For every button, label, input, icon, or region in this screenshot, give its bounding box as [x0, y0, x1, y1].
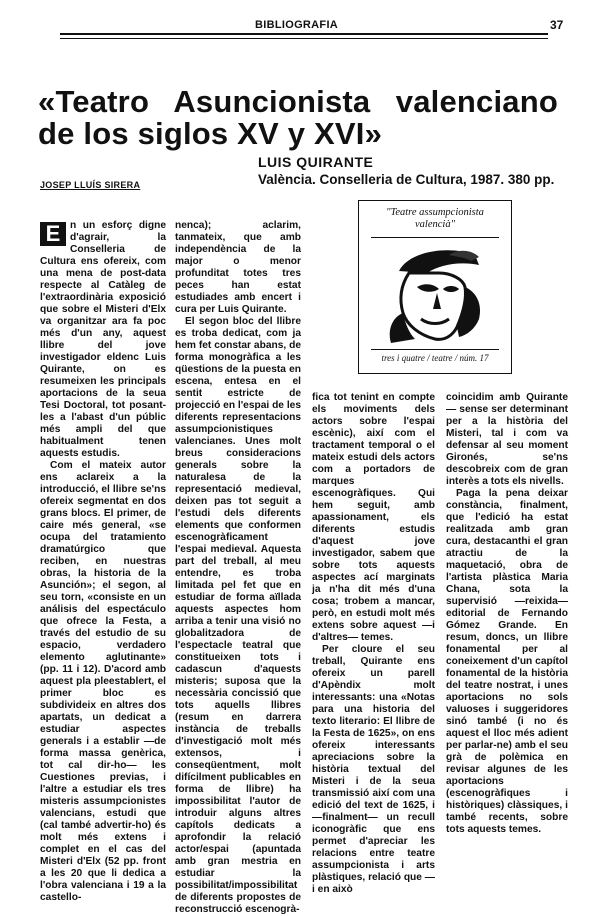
page-number: 37: [550, 18, 564, 32]
review-title: «Teatro Asuncionista valenciano de los siglos XV y XVI»: [38, 84, 558, 151]
paragraph: coincidim amb Quirante— sense ser determinant per a la història del Misteri, tal i com va defensar al seu moment Gironés, se'ns descobreix com de gran interès a tots els nivells.: [446, 392, 568, 487]
header-rule: [60, 33, 548, 35]
masked-face-illustration-icon: [379, 243, 491, 347]
section-header: BIBLIOGRAFIA: [255, 19, 339, 31]
cover-title-line1: "Teatre assumpcionista: [386, 207, 484, 218]
column-4: [446, 392, 568, 836]
column-1: [40, 220, 166, 904]
paragraph: [40, 220, 166, 460]
reviewer-name: JOSEP LLUÍS SIRERA: [40, 180, 141, 190]
paragraph: El segon bloc del llibre es troba dedicat, com ja hem fet constar abans, de forma monogràfica a les qüestions de la puesta en escena, entesa en el sentit estricte de projecció en l'espai de les diferents representacions assumpcionistiques valencianes. Unes molt breus consideracions generals sobre la naturalesa de la representació medieval, deixen pas tot seguit a l'estudi dels diferents elements que conformen escenogràficament l'espai medieval. Aquesta part del treball, al meu entendre, es troba limitada pel fet que en estudiar de forma aïllada aquests aspectes hom arriba a tenir una visió no globalitzadora de l'espectacle teatral que constitueixen tots i cadascun d'aquests misteris; suposa que la necessària concissió que tots aquells llibres (resum en darrera instància de treballs d'investigació molt més extensos, i conseqüentment, molt difícilment publicables en forma de llibre) ha impossibilitat l'autor de introduir alguns altres capítols dedicats a aprofondir la relació actor/espai (apuntada amb gran mestria en estudiar la possibilitat/impossibilitat de diferents propostes de reconstrucció escenogrà-: [175, 316, 301, 915]
book-author: LUIS QUIRANTE: [258, 154, 374, 170]
paragraph: fica tot tenint en compte els moviments dels actors sobre l'espai escènic), així com el tractament temporal o el mateix estudi dels actors com a portadors de marques escenogràfiques. Qui hem seguit, amb apassionament, els diferents estudis d'aquest jove investigador, sabem que sobre tots aquests aspectes ací marginats ja n'ha dit més d'una cosa; trobem a mancar, però, en estudi molt més extens sobre aquest —i d'altres— temes.: [312, 392, 435, 643]
column-2: [175, 220, 301, 916]
cover-rule-bottom: [371, 349, 499, 350]
paragraph: Per cloure el seu treball, Quirante ens ofereix un parell d'Apèndix molt interessants: una «Notas para una historia del texto literario: El llibre de la Festa de 1625», on ens ofereix interessants apreciacions sobre la història textual del Misteri i de la seua transmissió així com una edició del text de 1625, i —finalment— un recull iconogràfic que ens permet d'apreciar les relacions entre teatre assumpcionista i arts plàstiques, relació que —i en això: [312, 644, 435, 895]
cover-rule-top: [371, 237, 499, 238]
cover-title: [359, 207, 511, 231]
column-3: [312, 392, 435, 896]
header-rule-thin: [60, 38, 548, 39]
paragraph: nenca); aclarim, tanmateix, que amb independència de la major o menor profunditat totes tres peces han estat estudiades amb encert i cura per Luis Quirante.: [175, 220, 301, 315]
cover-title-line2: valencià": [415, 219, 455, 230]
book-cover: [358, 200, 512, 374]
cover-series: tres i quatre / teatre / núm. 17: [381, 353, 489, 363]
paragraph: Paga la pena deixar constància, finalment, que l'edició ha estat realitzada amb gran cura, destacanthi el gran atractiu de la maquetació, obra de l'artista plàstica Maria Chana, sota la supervisió —reixida— editorial de Fernando Gómez Grande. En resum, doncs, un llibre fonamental per al coneixement d'un capítol fonamental de la història del teatre nostrat, i unes aportacions no sols valuoses i suggeridores sinó també (i no és aquest el lloc més adient per parlar-ne) amb el seu grà de polèmica en revisar algunes de les aportacions (escenogràfiques i històriques) clàssiques, i també recents, sobre tots aquests temes.: [446, 488, 568, 835]
drop-cap: E: [40, 222, 66, 246]
paragraph-text: n un esforç digne d'agrair, la Conselleria de Cultura ens ofereix, com una mena de post-data respecte al Catàleg de l'extraordinària exposició que sobre el Misteri d'Elx va organitzar ara fa poc més d'un any, aquest llibre del jove investigador eldenc Luis Quirante, on es resumeixen les principals aportacions de la seua Tesi Doctoral, tot posant-les a l'abast d'un públic més ampli del que habitualment tenen aquests estudis.: [40, 220, 166, 459]
publication-info: València. Conselleria de Cultura, 1987. 380 pp.: [258, 172, 555, 187]
paragraph: Com el mateix autor ens aclareix a la introducció, el llibre se'ns ofereix segmentat en dos grans blocs. El primer, de caire més general, «se ocupa del tratamiento dramatúrgico que reciben, en nuestras obras, la historia de la Asunción»; el segon, al seu torn, «consiste en un análisis del espectáculo que ofrece la Festa, a través del estudio de su espacio, verdadero elemento aglutinante» (pp. 11 i 12). D'acord amb aquest pla pleestablert, el primer bloc es subdivideix en altres dos apartats, un dedicat a estudiar aspectes generals i a establir —de forma massa genèrica, tot cal dir-ho— les Cuestiones previas, i l'altre a estudiar els tres misteris assumpcionistes valencians, estudi que (cal també advertir-ho) és molt més extens i complet en el cas del Misteri d'Elx (52 pp. front a les 20 que li dedica a l'obra valenciana i 19 a la castello-: [40, 460, 166, 903]
